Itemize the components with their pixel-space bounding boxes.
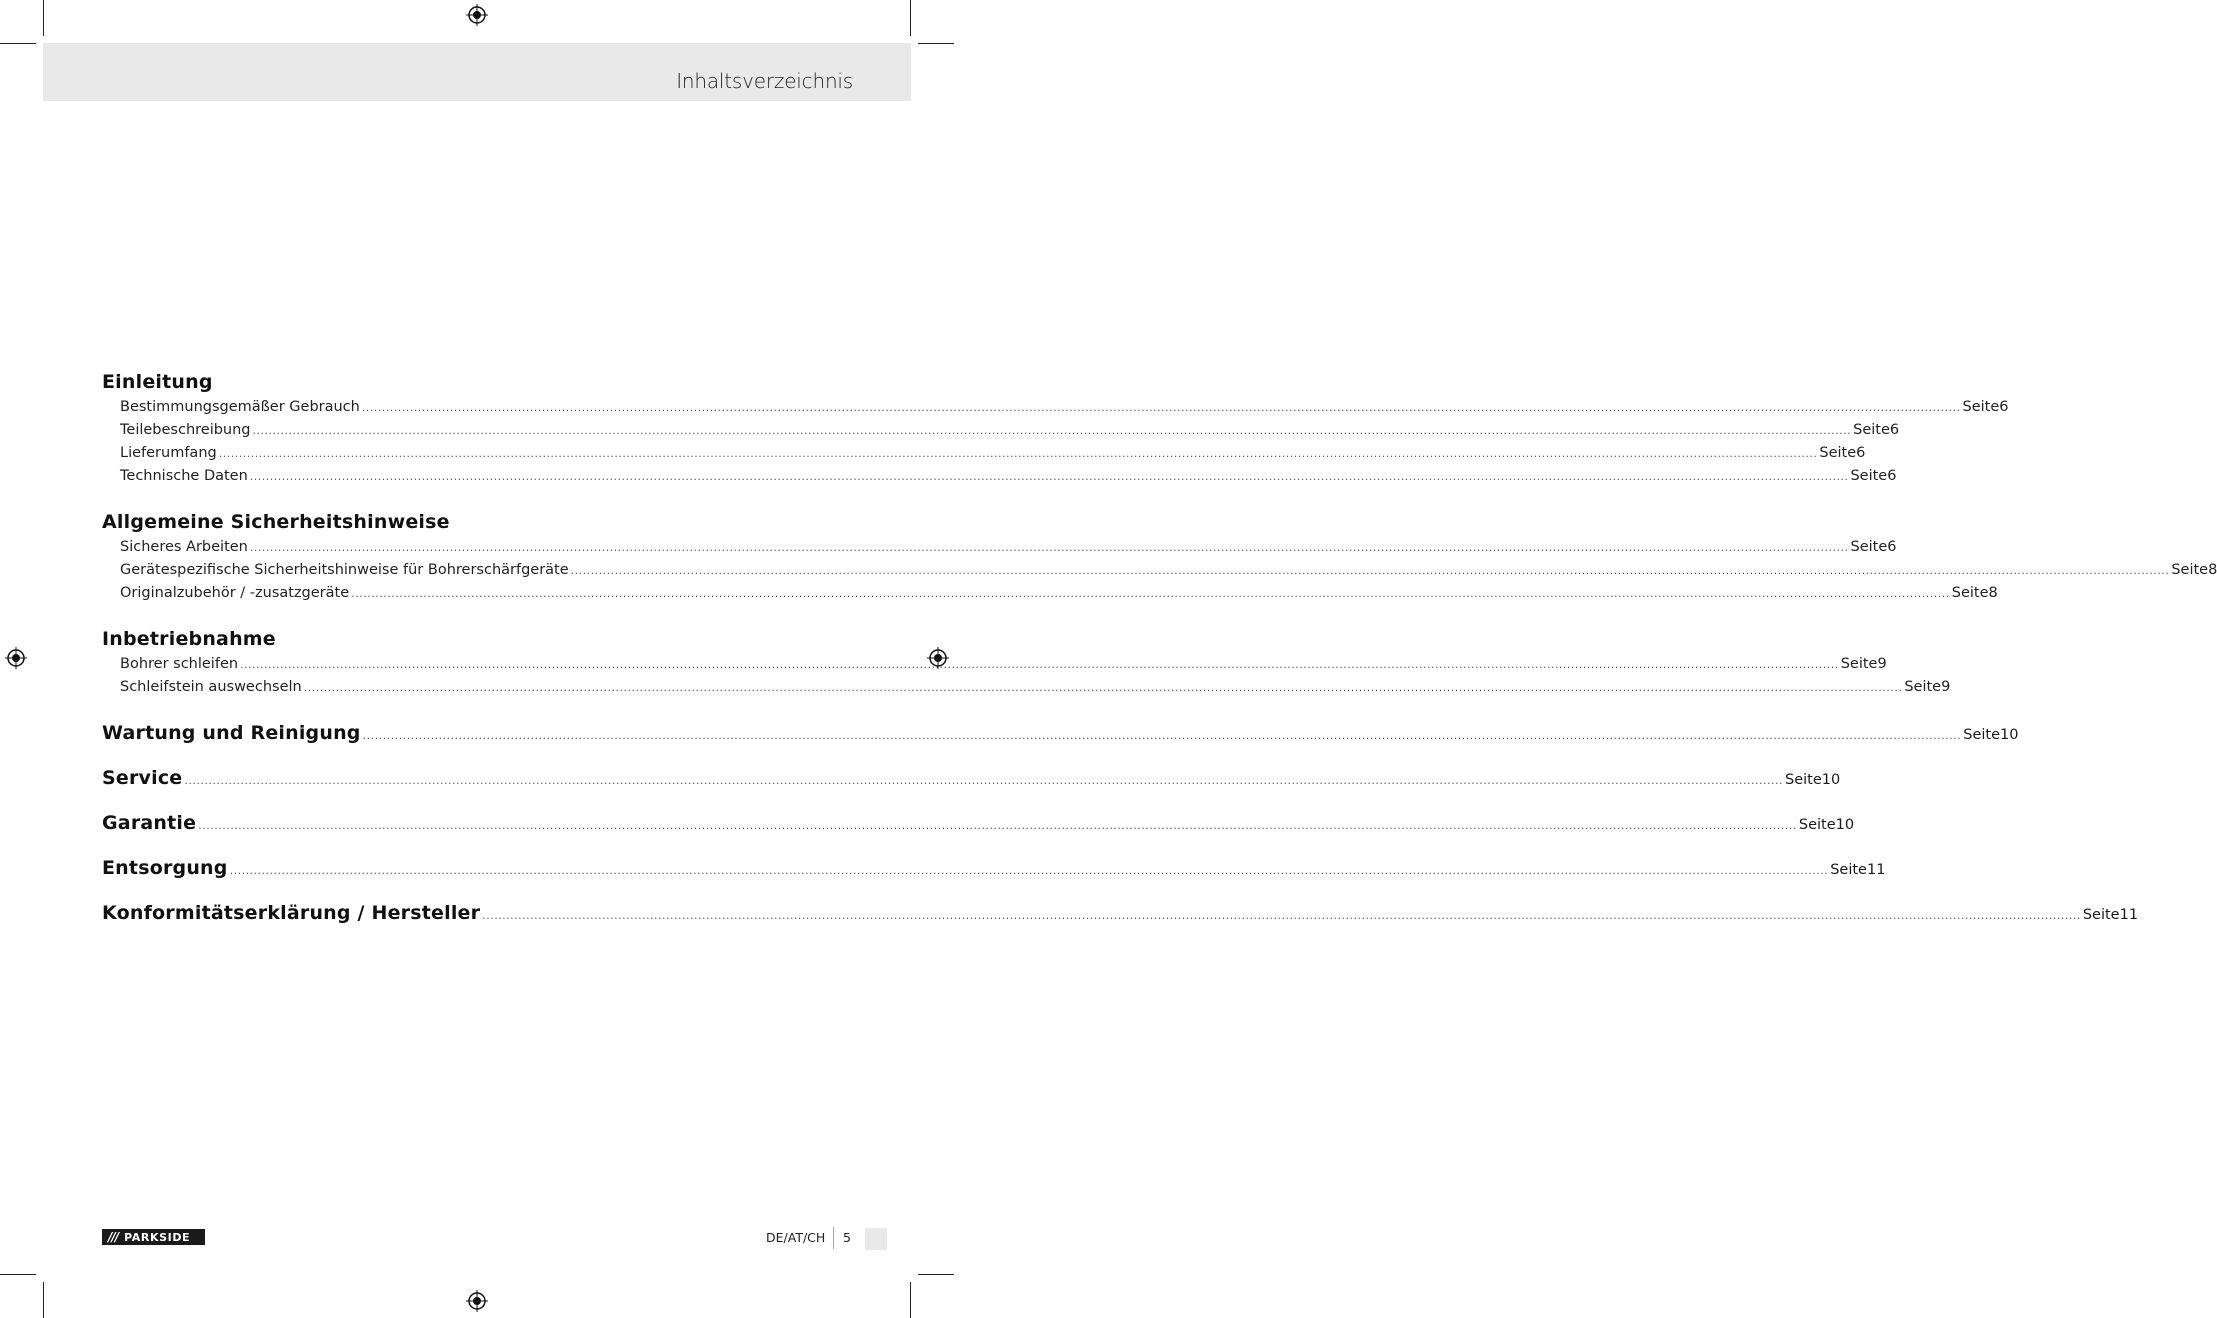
dot-leader: ................................................................................................................................................................................................................................................................................................................................................................................................................ — [361, 401, 1961, 414]
toc-section-heading: Inbetriebnahme — [102, 628, 276, 650]
toc-seite-label: Seite — [2082, 907, 2120, 923]
crop-mark — [910, 1282, 911, 1318]
logo-brand: PARKSIDE — [124, 1230, 191, 1244]
dot-leader: ................................................................................................................................................................................................................................................................................................................................................................................................................ — [240, 658, 1839, 671]
toc-entry-title: Schleifstein auswechseln — [120, 679, 302, 695]
toc-entry-title: Bestimmungsgemäßer Gebrauch — [120, 399, 360, 415]
toc-seite-label: Seite — [1785, 772, 1822, 788]
footer-page-number: 5 — [843, 1230, 851, 1245]
toc-main-entry — [102, 899, 2139, 927]
footer-language: DE/AT/CH — [766, 1230, 826, 1245]
toc-entry — [120, 559, 2217, 582]
dot-leader: ................................................................................................................................................................................................................................................................................................................................................................................................................ — [218, 447, 1818, 460]
footer-tab-box — [865, 1228, 887, 1250]
toc-section — [102, 368, 2009, 488]
toc-entry-title: Originalzubehör / -zusatzgeräte — [120, 585, 350, 601]
toc-page-number: 10 — [1835, 817, 1855, 833]
toc-page-number: 9 — [1877, 656, 1887, 672]
toc-entry-title: Technische Daten — [120, 468, 248, 484]
dot-leader: ................................................................................................................................................................................................................................................................................................................................................................................................................ — [249, 470, 1849, 483]
toc-main-entry — [102, 854, 1886, 882]
crop-mark — [918, 43, 954, 44]
toc-entry — [120, 465, 1897, 488]
toc-page-number: 10 — [2000, 727, 2019, 743]
toc-entry — [120, 676, 1951, 699]
crop-mark — [0, 43, 36, 44]
toc-main-entry — [102, 764, 1841, 792]
toc-entry-title: Garantie — [102, 812, 197, 834]
toc-page-number: 9 — [1941, 679, 1951, 695]
toc-seite-label: Seite — [1798, 817, 1836, 833]
toc-page-number: 8 — [1988, 585, 1998, 601]
dot-leader: ................................................................................................................................................................................................................................................................................................................................................................................................................ — [249, 541, 1849, 554]
toc-seite-label: Seite — [1853, 422, 1890, 438]
toc-page-number: 6 — [1856, 445, 1866, 461]
toc-page-number: 6 — [1999, 399, 2009, 415]
toc-page-number: 10 — [1821, 772, 1841, 788]
toc-page-number: 11 — [1866, 862, 1886, 878]
toc-seite-label: Seite — [1963, 727, 2001, 743]
crop-mark — [918, 1274, 954, 1275]
toc-section-heading: Einleitung — [102, 371, 213, 393]
toc-entry-title: Entsorgung — [102, 857, 228, 879]
toc-seite-label: Seite — [1904, 679, 1942, 695]
crop-mark — [910, 0, 911, 36]
toc-entry-title: Service — [102, 767, 183, 789]
toc-seite-label: Seite — [1850, 539, 1888, 555]
parkside-logo — [102, 1229, 205, 1245]
toc-seite-label: Seite — [1962, 399, 2000, 415]
dot-leader: ................................................................................................................................................................................................................................................................................................................................................................................................................ — [351, 587, 1950, 600]
toc-entry-title: Lieferumfang — [120, 445, 217, 461]
toc-entry — [120, 582, 1998, 605]
dot-leader: ................................................................................................................................................................................................................................................................................................................................................................................................................ — [198, 819, 1797, 832]
dot-leader: ................................................................................................................................................................................................................................................................................................................................................................................................................ — [362, 729, 1962, 742]
page-title: Inhaltsverzeichnis — [676, 69, 853, 93]
toc-seite-label: Seite — [1850, 468, 1888, 484]
toc-entry-title: Sicheres Arbeiten — [120, 539, 248, 555]
dot-leader: ................................................................................................................................................................................................................................................................................................................................................................................................................ — [303, 681, 1903, 694]
toc-page-number: 8 — [2208, 562, 2217, 578]
toc-entry-title: Bohrer schleifen — [120, 656, 239, 672]
toc-seite-label: Seite — [2171, 562, 2209, 578]
toc-entry — [120, 419, 1900, 442]
registration-mark-icon — [466, 1290, 488, 1312]
toc-entry-title: Konformitätserklärung / Hersteller — [102, 902, 481, 924]
registration-mark-icon — [5, 647, 27, 669]
toc-seite-label: Seite — [1840, 656, 1878, 672]
crop-mark — [43, 1282, 44, 1318]
toc-seite-label: Seite — [1830, 862, 1867, 878]
toc-main-entry — [102, 809, 1855, 837]
toc-entry — [120, 536, 1897, 559]
toc-entry-title: Gerätespezifische Sicherheitshinweise für Bohrerschärfgeräte — [120, 562, 569, 578]
toc-page-number: 6 — [1887, 468, 1897, 484]
dot-leader: ................................................................................................................................................................................................................................................................................................................................................................................................................ — [570, 564, 2170, 577]
crop-mark — [43, 0, 44, 36]
toc-seite-label: Seite — [1951, 585, 1989, 601]
toc-section — [102, 625, 1951, 699]
crop-mark — [0, 1274, 36, 1275]
dot-leader: ................................................................................................................................................................................................................................................................................................................................................................................................................ — [482, 909, 2081, 922]
registration-mark-icon — [466, 4, 488, 26]
logo-slashes: /// — [108, 1230, 119, 1244]
header-band — [43, 43, 911, 101]
toc-section-heading: Allgemeine Sicherheitshinweise — [102, 511, 450, 533]
toc-page-number: 6 — [1889, 422, 1900, 438]
footer-divider — [833, 1227, 834, 1249]
toc-entry — [120, 653, 1887, 676]
toc-page-number: 6 — [1887, 539, 1897, 555]
dot-leader: ................................................................................................................................................................................................................................................................................................................................................................................................................ — [229, 864, 1829, 877]
toc-entry — [120, 396, 2009, 419]
toc-entry — [120, 442, 1866, 465]
table-of-contents — [102, 368, 2217, 944]
toc-seite-label: Seite — [1819, 445, 1857, 461]
dot-leader: ................................................................................................................................................................................................................................................................................................................................................................................................................ — [252, 424, 1852, 437]
toc-entry-title: Wartung und Reinigung — [102, 722, 361, 744]
toc-main-entry — [102, 719, 2019, 747]
dot-leader: ................................................................................................................................................................................................................................................................................................................................................................................................................ — [184, 774, 1784, 787]
toc-section — [102, 508, 2217, 605]
toc-entry-title: Teilebeschreibung — [120, 422, 251, 438]
toc-page-number: 11 — [2119, 907, 2139, 923]
